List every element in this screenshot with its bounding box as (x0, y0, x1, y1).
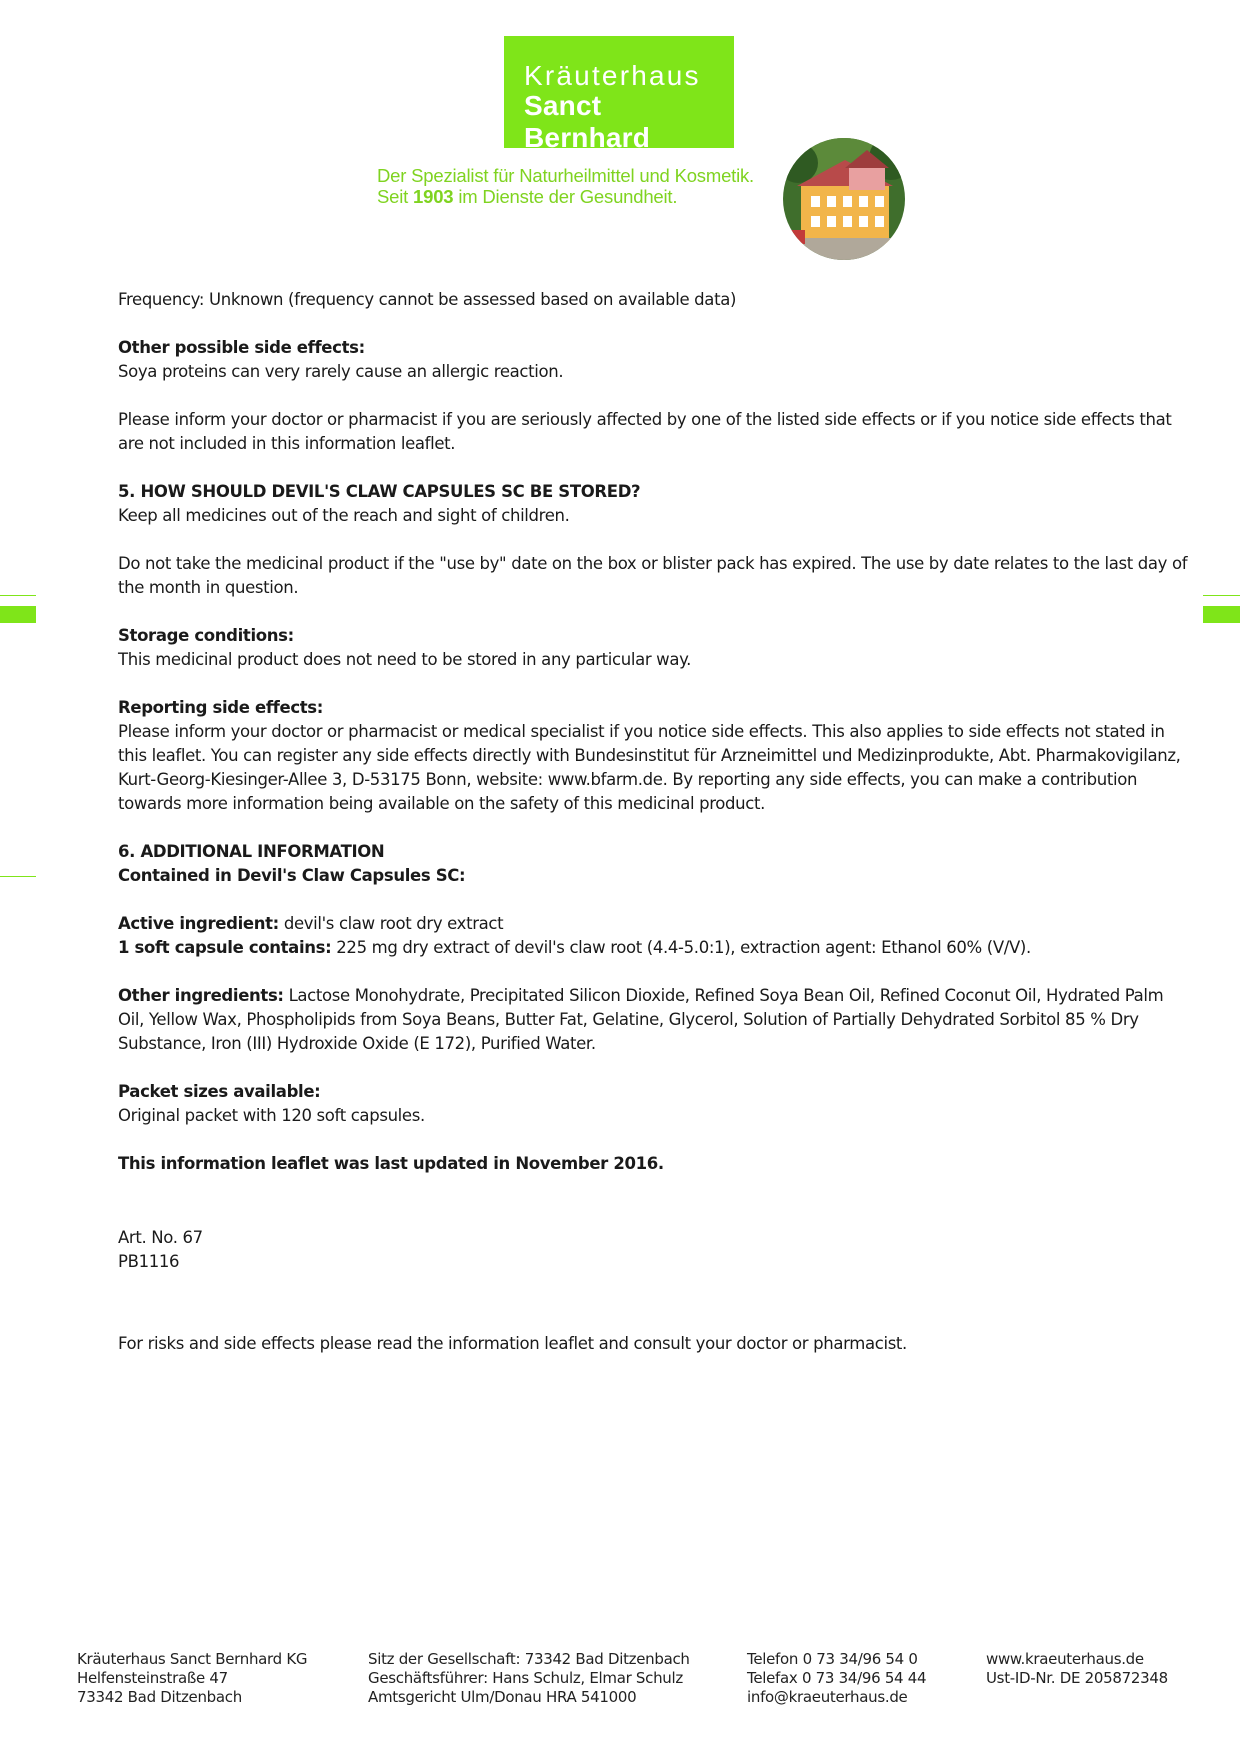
expiry-text: Do not take the medicinal product if the "use by" date on the box or blister pack has expired. The use by date relates to the last day of the month in question. (118, 554, 1188, 597)
storage-conditions (118, 624, 1188, 672)
pb-code: PB1116 (118, 1252, 180, 1271)
section-6-subheading: Contained in Devil's Claw Capsules SC: (118, 866, 466, 885)
capsule-contents-label: 1 soft capsule contains: (118, 938, 332, 957)
article-number: Art. No. 67 (118, 1228, 203, 1247)
capsule-contents-text: 225 mg dry extract of devil's claw root (4.4-5.0:1), extraction agent: Ethanol 60% (V/V). (331, 938, 1031, 957)
fold-mark-left-top-line (0, 595, 36, 596)
section-6 (118, 840, 1188, 888)
footer-contact (747, 1650, 926, 1707)
last-updated-text: This information leaflet was last updated in November 2016. (118, 1154, 664, 1173)
packet-text: Original packet with 120 soft capsules. (118, 1106, 425, 1125)
footer-website[interactable]: www.kraeuterhaus.de (986, 1650, 1144, 1668)
tagline-line-1: Der Spezialist für Naturheilmittel und Kosmetik. (377, 165, 754, 186)
logo-line-2: Sanct Bernhard (524, 90, 651, 153)
tagline-prefix: Seit (377, 186, 414, 207)
reporting-heading: Reporting side effects: (118, 698, 324, 717)
leaflet-content (118, 288, 1188, 1380)
logo-line-1: Kräuterhaus (524, 60, 701, 91)
footer-phone: Telefon 0 73 34/96 54 0 (747, 1650, 918, 1668)
fold-mark-left-bottom-line (0, 876, 36, 877)
fold-mark-right-top-line (1203, 595, 1240, 596)
fold-mark-left-block (0, 606, 36, 623)
other-side-effects-heading: Other possible side effects: (118, 338, 365, 357)
tagline-suffix: im Dienste der Gesundheit. (453, 186, 678, 207)
footer-court: Amtsgericht Ulm/Donau HRA 541000 (368, 1688, 637, 1706)
footer-legal (368, 1650, 690, 1707)
packet-sizes (118, 1080, 1188, 1128)
section-5 (118, 480, 1188, 528)
section-5-heading: 5. HOW SHOULD DEVIL'S CLAW CAPSULES SC BE STORED? (118, 482, 641, 501)
brand-logo (504, 36, 734, 153)
footer-web (986, 1650, 1168, 1688)
footer-vat-id: Ust-ID-Nr. DE 205872348 (986, 1669, 1168, 1687)
tagline-year: 1903 (413, 186, 454, 207)
storage-heading: Storage conditions: (118, 626, 294, 645)
other-ingredients-label: Other ingredients: (118, 986, 284, 1005)
ingredients (118, 912, 1188, 960)
section-6-heading: 6. ADDITIONAL INFORMATION (118, 842, 385, 861)
footer-managers: Geschäftsführer: Hans Schulz, Elmar Schulz (368, 1669, 683, 1687)
footer-seat: Sitz der Gesellschaft: 73342 Bad Ditzenbach (368, 1650, 690, 1668)
other-side-effects-text: Soya proteins can very rarely cause an allergic reaction. (118, 362, 564, 381)
reporting-side-effects (118, 696, 1188, 816)
section-5-text: Keep all medicines out of the reach and sight of children. (118, 506, 570, 525)
reporting-text: Please inform your doctor or pharmacist or medical specialist if you notice side effects. This also applies to side effects not stated in this leaflet. You can register any side effects directly with Bundesinstitut für Arzneimittel und Medizinprodukte, Abt. Pharmakovigilanz, Kurt-Georg-Kiesinger-Allee 3, D-53175 Bonn, website: www.bfarm.de. By reporting any side effects, you can make a contribution towards more information being available on the safety of this medicinal product. (118, 722, 1181, 813)
footer-fax: Telefax 0 73 34/96 54 44 (747, 1669, 927, 1687)
other-side-effects (118, 336, 1188, 384)
risks-text: For risks and side effects please read the information leaflet and consult your doctor or pharmacist. (118, 1334, 907, 1353)
inform-text: Please inform your doctor or pharmacist if you are seriously affected by one of the listed side effects or if you notice side effects that are not included in this information leaflet. (118, 410, 1172, 453)
building-photo (783, 138, 905, 260)
active-ingredient-label: Active ingredient: (118, 914, 279, 933)
other-ingredients-text: Lactose Monohydrate, Precipitated Silicon Dioxide, Refined Soya Bean Oil, Refined Coconut Oil, Hydrated Palm Oil, Yellow Wax, Phospholipids from Soya Beans, Butter Fat, Gelatine, Glycerol, Solution of Partially Dehydrated Sorbitol 85 % Dry Substance, Iron (III) Hydroxide Oxide (E 172), Purified Water. (118, 986, 1164, 1053)
footer-email[interactable]: info@kraeuterhaus.de (747, 1688, 908, 1706)
fold-mark-right-block (1203, 606, 1240, 623)
footer-street: Helfensteinstraße 47 (77, 1669, 228, 1687)
packet-heading: Packet sizes available: (118, 1082, 321, 1101)
footer-company (77, 1650, 307, 1707)
tagline-line-2 (377, 186, 754, 207)
other-ingredients (118, 984, 1188, 1056)
article-info (118, 1226, 1188, 1274)
footer-company-name: Kräuterhaus Sanct Bernhard KG (77, 1650, 308, 1668)
tagline (377, 165, 754, 207)
frequency-text: Frequency: Unknown (frequency cannot be assessed based on available data) (118, 290, 737, 309)
active-ingredient-text: devil's claw root dry extract (278, 914, 504, 933)
storage-text: This medicinal product does not need to be stored in any particular way. (118, 650, 692, 669)
footer-city: 73342 Bad Ditzenbach (77, 1688, 242, 1706)
